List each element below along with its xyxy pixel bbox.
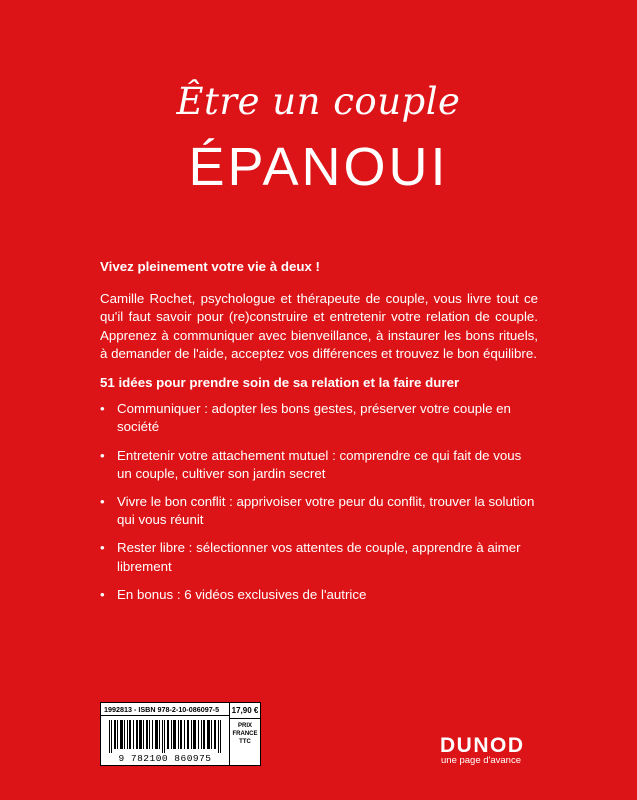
tagline: Vivez pleinement votre vie à deux ! [100, 259, 320, 274]
bullet-icon: • [100, 401, 105, 417]
barcode-box [100, 702, 230, 766]
list-item [100, 586, 538, 604]
list-item-text: Entretenir votre attachement mutuel : comprendre ce qui fait de vous un couple, cultiver son jardin secret [117, 447, 522, 481]
bullet-icon: • [100, 540, 105, 556]
publisher-tagline: une page d'avance [441, 755, 521, 766]
bullet-list [100, 400, 538, 604]
price-label [230, 719, 260, 746]
price-label-line: TTC [239, 739, 251, 745]
publisher-logo: DUNOD [440, 734, 525, 757]
barcode-icon [109, 720, 223, 753]
bullet-icon: • [100, 494, 105, 510]
list-item [100, 447, 538, 483]
bullet-icon: • [100, 586, 105, 602]
description: Camille Rochet, psychologue et thérapeute de couple, vous livre tout ce qu'il faut savoir pour (re)construire et entretenir votre relation de couple. Apprenez à communiquer avec bienveillance, à instaurer les bons rituels, à demander de l'aide, acceptez vos différences et trouvez le bon équilibre. [100, 291, 538, 361]
price-label-line: FRANCE [232, 731, 258, 737]
list-item [100, 400, 538, 436]
cover-title-main: ÉPANOUI [188, 137, 449, 197]
list-item-text: Rester libre : sélectionner vos attentes de couple, apprendre à aimer librement [117, 540, 521, 574]
price: 17,90 € [230, 703, 260, 719]
isbn-line: 1992813 - ISBN 978-2-10-086097-5 [101, 703, 229, 716]
price-label-line: PRIX [237, 723, 252, 729]
list-item-text: Communiquer : adopter les bons gestes, préserver votre couple en société [117, 401, 511, 435]
price-box [230, 702, 261, 766]
cover-title-script: Être un couple [176, 80, 461, 123]
subtitle: 51 idées pour prendre soin de sa relation et la faire durer [100, 375, 460, 391]
barcode-digits: 9 782100 860975 [118, 753, 212, 764]
list-item [100, 493, 538, 529]
list-item-text: Vivre le bon conflit : apprivoiser votre peur du conflit, trouver la solution qui vous réunit [117, 494, 535, 528]
back-cover-text [100, 258, 538, 614]
list-item-text: En bonus : 6 vidéos exclusives de l'autrice [117, 586, 367, 602]
list-item [100, 539, 538, 575]
bullet-icon: • [100, 447, 105, 463]
